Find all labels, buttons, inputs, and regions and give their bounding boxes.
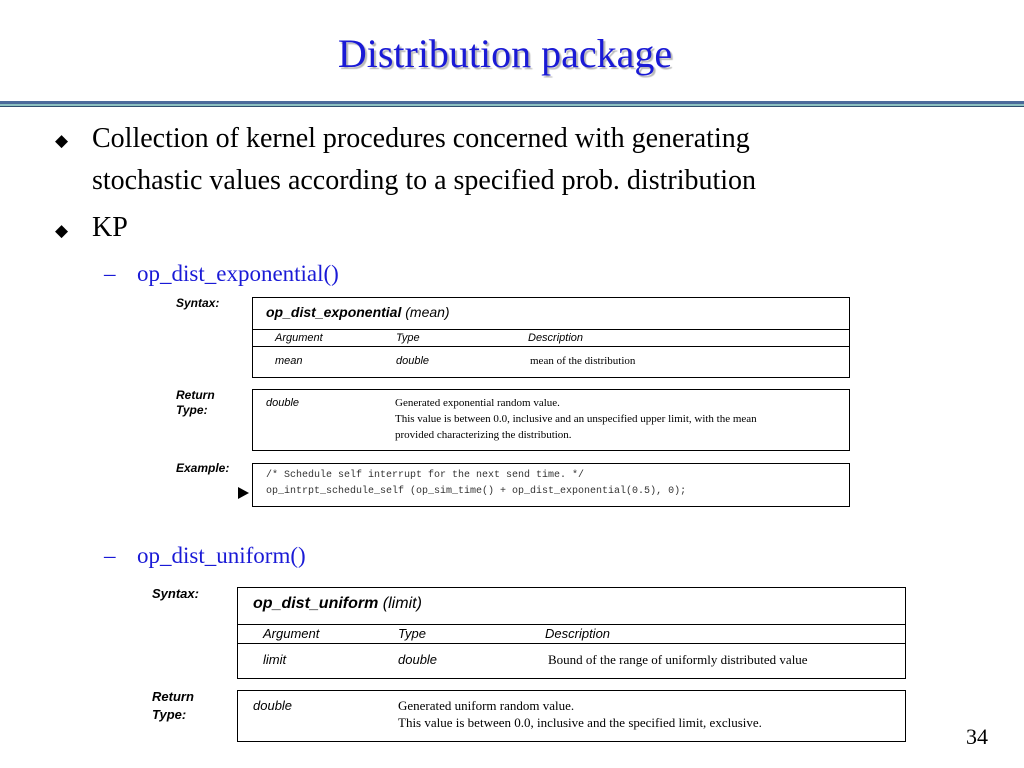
row-divider bbox=[238, 643, 905, 644]
arg-type: double bbox=[396, 355, 430, 367]
bullet-line: Collection of kernel procedures concerned with generating bbox=[92, 123, 750, 154]
uniform-return-box bbox=[237, 690, 906, 742]
return-label-line: Type: bbox=[176, 403, 208, 417]
return-type: double bbox=[253, 698, 293, 713]
row-divider bbox=[238, 624, 905, 625]
arg-description: Bound of the range of uniformly distributed value bbox=[548, 652, 808, 667]
return-label-line: Return bbox=[152, 689, 194, 704]
uniform-syntax-box bbox=[237, 587, 906, 679]
return-desc-line: This value is between 0.0, inclusive and the specified limit, exclusive. bbox=[398, 715, 762, 730]
bullet-text bbox=[92, 118, 756, 202]
diamond-bullet-icon: ◆ bbox=[55, 221, 69, 240]
example-code-line: /* Schedule self interrupt for the next send time. */ bbox=[266, 470, 585, 481]
syntax-label: Syntax: bbox=[176, 296, 220, 310]
example-label: Example: bbox=[176, 461, 230, 475]
return-label-line: Return bbox=[176, 388, 215, 402]
return-desc-line: Generated uniform random value. bbox=[398, 698, 575, 713]
exponential-syntax-box bbox=[252, 297, 850, 378]
sub-bullet-dash: – bbox=[104, 543, 116, 568]
exponential-return-box bbox=[252, 389, 850, 451]
arg-name: limit bbox=[263, 652, 287, 667]
function-args: (limit) bbox=[382, 595, 422, 612]
header-argument: Argument bbox=[275, 332, 323, 344]
syntax-label: Syntax: bbox=[152, 586, 199, 601]
slide-title: Distribution package bbox=[337, 31, 673, 76]
header-argument: Argument bbox=[263, 626, 320, 641]
page-number: 34 bbox=[966, 724, 988, 749]
return-description bbox=[395, 395, 757, 443]
return-desc-line: provided characterizing the distribution. bbox=[395, 429, 572, 441]
function-signature bbox=[253, 594, 422, 614]
header-description: Description bbox=[528, 332, 584, 344]
header-type: Type bbox=[398, 626, 426, 641]
function-args: (mean) bbox=[405, 304, 450, 320]
row-divider bbox=[253, 346, 849, 347]
sub-item-exponential: op_dist_exponential() bbox=[137, 261, 339, 286]
sub-bullet-dash: – bbox=[104, 261, 116, 286]
title-divider-shadow bbox=[0, 106, 1024, 107]
return-desc-line: Generated exponential random value. bbox=[395, 397, 560, 409]
bullet-text: KP bbox=[92, 212, 128, 243]
row-divider bbox=[253, 329, 849, 330]
function-name: op_dist_exponential bbox=[266, 304, 402, 320]
function-name: op_dist_uniform bbox=[253, 595, 379, 612]
return-description bbox=[398, 697, 762, 731]
bullet-line: stochastic values according to a specified prob. distribution bbox=[92, 165, 757, 196]
pointer-arrow-icon bbox=[238, 487, 249, 499]
header-description: Description bbox=[545, 626, 611, 641]
return-desc-line: This value is between 0.0, inclusive and an unspecified upper limit, with the mean bbox=[395, 413, 757, 425]
header-type: Type bbox=[396, 332, 420, 344]
exponential-example-box bbox=[252, 463, 850, 507]
return-type: double bbox=[266, 397, 300, 409]
sub-item-uniform: op_dist_uniform() bbox=[137, 543, 306, 568]
arg-type: double bbox=[398, 652, 438, 667]
function-signature bbox=[266, 303, 450, 321]
return-type-label bbox=[152, 688, 194, 724]
example-code-line: op_intrpt_schedule_self (op_sim_time() + op_dist_exponential(0.5), 0); bbox=[266, 486, 687, 497]
return-type-label bbox=[176, 388, 215, 418]
arg-description: mean of the distribution bbox=[530, 355, 636, 367]
return-label-line: Type: bbox=[152, 707, 187, 722]
arg-name: mean bbox=[275, 355, 303, 367]
diamond-bullet-icon: ◆ bbox=[55, 131, 69, 150]
